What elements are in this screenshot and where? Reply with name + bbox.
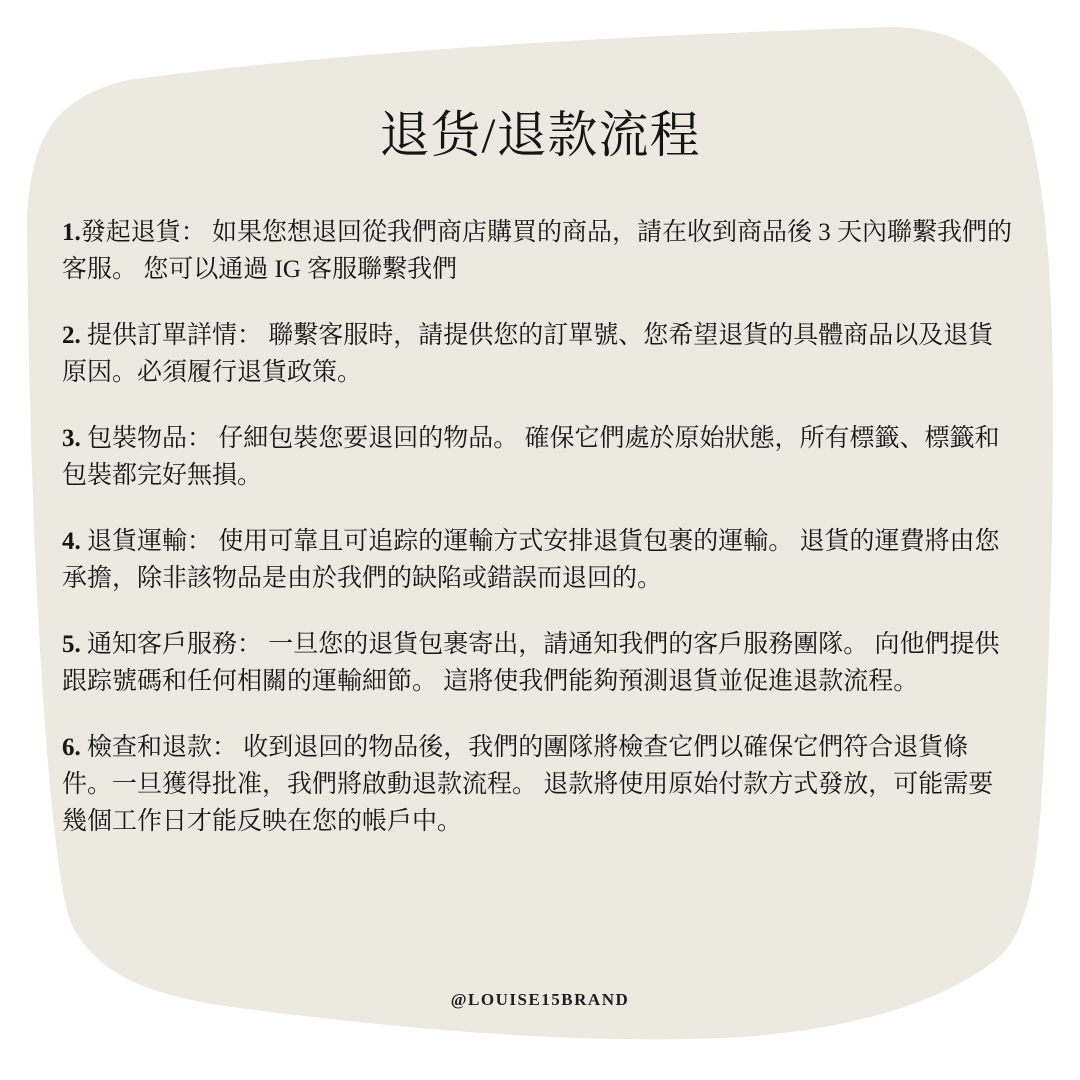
paragraph-1-number: 1.	[62, 219, 81, 246]
paragraph-6	[62, 729, 1018, 840]
paragraph-6-text: 檢查和退款： 收到退回的物品後，我們的團隊將檢查它們以確保它們符合退貨條件。一旦獲得批准，我們將啟動退款流程。 退款將使用原始付款方式發放，可能需要幾個工作日才能反映在您的帳戶中。	[62, 734, 994, 835]
paragraph-2-text: 提供訂單詳情： 聯繫客服時，請提供您的訂單號、您希望退貨的具體商品以及退貨原因。必須履行退貨政策。	[62, 322, 994, 386]
paragraph-1-text: 發起退貨： 如果您想退回從我們商店購買的商品，請在收到商品後 3 天內聯繫我們的客服。 您可以通過 IG 客服聯繫我們	[62, 219, 1013, 283]
paragraph-5-text: 通知客戶服務： 一旦您的退貨包裹寄出，請通知我們的客戶服務團隊。 向他們提供跟踪號碼和任何相關的運輸細節。 這將使我們能夠預測退貨並促進退款流程。	[62, 631, 1000, 695]
paragraph-1	[62, 214, 1018, 288]
paragraph-3-text: 包裝物品： 仔細包裝您要退回的物品。 確保它們處於原始狀態，所有標籤、標籤和包裝都完好無損。	[62, 425, 1000, 489]
paragraph-3-number: 3.	[62, 425, 81, 452]
body-text	[62, 214, 1018, 869]
paragraph-2-number: 2.	[62, 322, 81, 349]
paragraph-5-number: 5.	[62, 631, 81, 658]
brand-handle: @LOUISE15BRAND	[450, 990, 630, 1009]
page-title: 退货/退款流程	[379, 107, 701, 163]
paragraph-5	[62, 626, 1018, 700]
paragraph-6-number: 6.	[62, 734, 81, 761]
paragraph-4	[62, 523, 1018, 597]
paragraph-4-text: 退貨運輸： 使用可靠且可追踪的運輸方式安排退貨包裹的運輸。 退貨的運費將由您承擔，除非該物品是由於我們的缺陷或錯誤而退回的。	[62, 528, 1000, 592]
paragraph-3	[62, 420, 1018, 494]
paragraph-4-number: 4.	[62, 528, 81, 555]
paragraph-2	[62, 317, 1018, 391]
